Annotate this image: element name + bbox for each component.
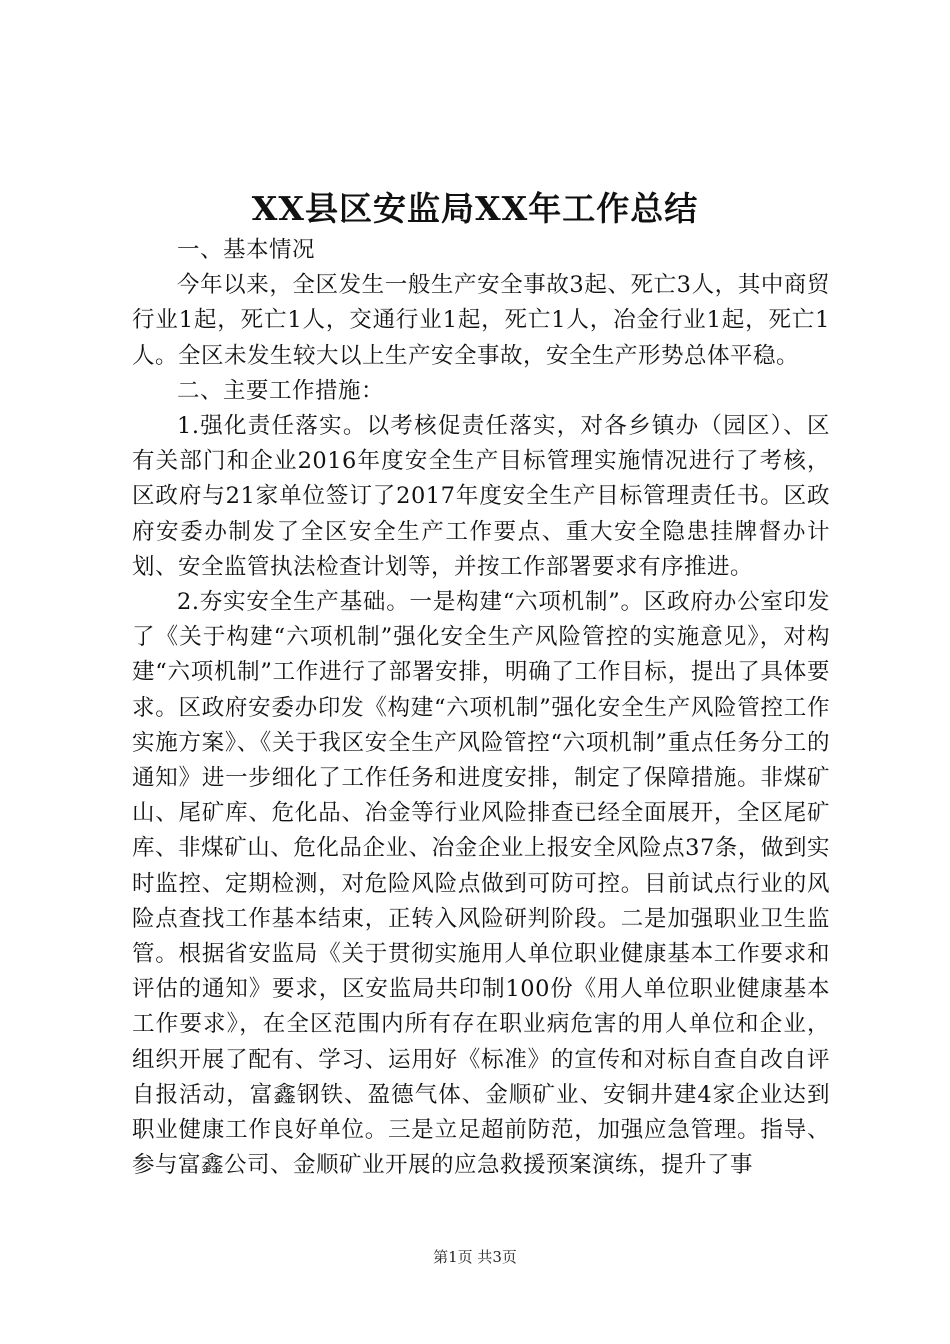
page-number-footer: 第1页 共3页 bbox=[433, 1248, 517, 1266]
section-heading-main-measures: 二、主要工作措施： bbox=[177, 377, 385, 404]
section-heading-basic-situation: 一、基本情况 bbox=[177, 237, 316, 263]
paragraph-accident-summary: 今年以来，全区发生一般生产安全事故3起、死亡3人，其中商贸行业1起，死亡1人，交通行业1起，死亡1人，冶金行业1起，死亡1人。全区未发生较大以上生产安全事故，安全生产形势总体平稳。 bbox=[132, 272, 830, 369]
document-body bbox=[132, 233, 830, 1183]
paragraph-responsibility: 1.强化责任落实。以考核促责任落实，对各乡镇办（园区）、区有关部门和企业2016年度安全生产目标管理实施情况进行了考核，区政府与21家单位签订了2017年度安全生产目标管理责任书。区政府安委办制发了全区安全生产工作要点、重大安全隐患挂牌督办计划、安全监管执法检查计划等，并按工作部署要求有序推进。 bbox=[132, 413, 830, 580]
document-title: XX县区安监局XX年工作总结 bbox=[251, 189, 699, 228]
paragraph-safety-foundation: 2.夯实安全生产基础。一是构建“六项机制”。区政府办公室印发了《关于构建“六项机制”强化安全生产风险管控的实施意见》，对构建“六项机制”工作进行了部署安排，明确了工作目标，提出了具体要求。区政府安委办印发《构建“六项机制”强化安全生产风险管控工作实施方案》、《关于我区安全生产风险管控“六项机制”重点任务分工的通知》进一步细化了工作任务和进度安排，制定了保障措施。非煤矿山、尾矿库、危化品、冶金等行业风险排查已经全面展开，全区尾矿库、非煤矿山、危化品企业、冶金企业上报安全风险点37条，做到实时监控、定期检测，对危险风险点做到可防可控。目前试点行业的风险点查找工作基本结束，正转入风险研判阶段。二是加强职业卫生监管。根据省安监局《关于贯彻实施用人单位职业健康基本工作要求和评估的通知》要求，区安监局共印制100份《用人单位职业健康基本工作要求》，在全区范围内所有存在职业病危害的用人单位和企业，组织开展了配有、学习、运用好《标准》的宣传和对标自查自改自评自报活动，富鑫钢铁、盈德气体、金顺矿业、安铜井建4家企业达到职业健康工作良好单位。三是立足超前防范，加强应急管理。指导、参与富鑫公司、金顺矿业开展的应急救援预案演练，提升了事 bbox=[132, 589, 830, 1179]
